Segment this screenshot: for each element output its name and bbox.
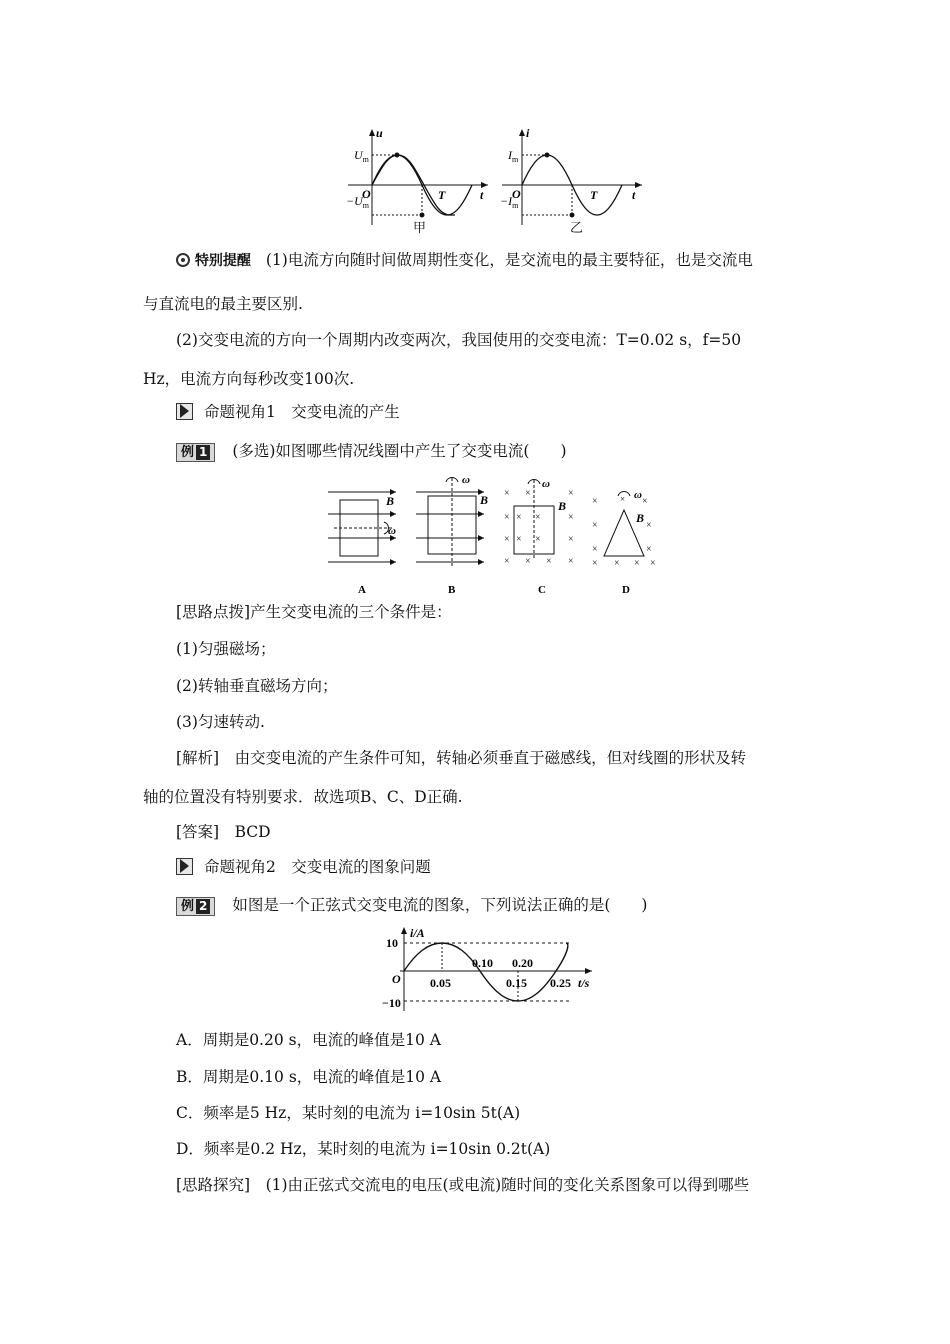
- svg-text:×: ×: [525, 556, 531, 567]
- explore-line: [思路探究] (1)由正弦式交流电的电压(或电流)随时间的变化关系图象可以得到哪些: [176, 1176, 750, 1194]
- play-icon: [176, 403, 193, 420]
- svg-text:×: ×: [535, 534, 541, 545]
- svg-text:ω: ω: [462, 476, 470, 486]
- svg-text:×: ×: [568, 534, 574, 545]
- svg-text:0.05: 0.05: [430, 976, 451, 990]
- svg-text:×: ×: [650, 558, 656, 569]
- svg-text:×: ×: [516, 512, 522, 523]
- svg-text:T: T: [590, 188, 598, 202]
- option-a[interactable]: A．周期是0.20 s，电流的峰值是10 A: [176, 1031, 441, 1049]
- svg-text:×: ×: [504, 556, 510, 567]
- fig-caption-left: 甲: [413, 221, 427, 236]
- condition-1: (1)匀强磁场；: [176, 640, 276, 658]
- example2-graph: [380, 925, 610, 1015]
- svg-text:×: ×: [592, 496, 598, 507]
- svg-text:T: T: [438, 188, 446, 202]
- svg-text:×: ×: [546, 556, 552, 567]
- svg-text:C: C: [538, 584, 546, 596]
- answer-line: [答案] BCD: [176, 823, 271, 841]
- svg-text:ω: ω: [634, 489, 642, 501]
- svg-text:t: t: [632, 188, 636, 202]
- svg-text:×: ×: [568, 488, 574, 499]
- fig-caption-right: 乙: [570, 221, 584, 236]
- svg-text:×: ×: [568, 556, 574, 567]
- play-icon: [176, 858, 193, 875]
- example2-question: 例 2 如图是一个正弦式交变电流的图象，下列说法正确的是( ): [176, 895, 647, 916]
- svg-text:D: D: [622, 584, 630, 596]
- svg-text:×: ×: [504, 512, 510, 523]
- example1-question: 例 1 (多选)如图哪些情况线圈中产生了交变电流( ): [176, 441, 567, 462]
- example-tag: 例 2: [176, 897, 215, 916]
- hint-line: [思路点拨]产生交变电流的三个条件是：: [176, 603, 452, 621]
- svg-text:×: ×: [614, 558, 620, 569]
- svg-text:×: ×: [516, 534, 522, 545]
- example1-figure: [320, 476, 670, 601]
- svg-text:−10: −10: [382, 996, 401, 1010]
- tip-line-4: Hz，电流方向每秒改变100次.: [143, 370, 355, 388]
- svg-text:−Um: $-U_m$: [346, 194, 369, 210]
- svg-text:×: ×: [504, 488, 510, 499]
- svg-text:ω: ω: [388, 525, 396, 537]
- svg-text:A: A: [358, 584, 366, 596]
- svg-text:i/A: i/A: [410, 926, 425, 940]
- svg-text:×: ×: [535, 512, 541, 523]
- svg-text:×: ×: [646, 544, 652, 555]
- svg-text:O: O: [392, 972, 401, 986]
- analysis-line-2: 轴的位置没有特别要求．故选项B、C、D正确.: [143, 788, 463, 806]
- svg-text:B: B: [386, 494, 395, 508]
- svg-text:B: B: [558, 499, 567, 513]
- section2-heading: 命题视角2 交变电流的图象问题: [176, 857, 431, 877]
- svg-text:×: ×: [592, 558, 598, 569]
- option-c[interactable]: C．频率是5 Hz，某时刻的电流为 i=10sin 5t(A): [176, 1104, 521, 1122]
- svg-text:×: ×: [646, 520, 652, 531]
- tip-line-3: (2)交变电流的方向一个周期内改变两次，我国使用的交变电流：T=0.02 s，f=50: [176, 331, 742, 349]
- svg-text:10: 10: [386, 936, 398, 950]
- svg-text:×: ×: [504, 534, 510, 545]
- svg-text:B: B: [636, 511, 645, 525]
- condition-3: (3)匀速转动.: [176, 713, 265, 731]
- svg-text:t: t: [480, 188, 484, 202]
- example-tag: 例 1: [176, 443, 215, 462]
- svg-text:0.15: 0.15: [506, 976, 527, 990]
- svg-text:×: ×: [568, 512, 574, 523]
- svg-text:B: B: [480, 493, 489, 507]
- svg-text:0.10: 0.10: [472, 956, 493, 970]
- svg-text:×: ×: [634, 558, 640, 569]
- svg-text:O: O: [512, 187, 521, 201]
- option-d[interactable]: D．频率是0.2 Hz，某时刻的电流为 i=10sin 0.2t(A): [176, 1140, 551, 1158]
- svg-text:O: O: [362, 187, 371, 201]
- svg-text:t/s: t/s: [578, 976, 590, 990]
- svg-text:0.25: 0.25: [550, 976, 571, 990]
- tip-line-1: 特别提醒 (1)电流方向随时间做周期性变化，是交流电的最主要特征，也是交流电: [176, 250, 753, 271]
- tip-icon: [176, 253, 190, 267]
- tip-line-2: 与直流电的最主要区别.: [143, 295, 303, 313]
- svg-text:0.20: 0.20: [512, 956, 533, 970]
- section1-heading: 命题视角1 交变电流的产生: [176, 402, 400, 422]
- option-b[interactable]: B．周期是0.10 s，电流的峰值是10 A: [176, 1068, 442, 1086]
- svg-text:−Im: $-I_m$: [500, 194, 519, 210]
- svg-text:×: ×: [592, 520, 598, 531]
- svg-text:×: ×: [592, 544, 598, 555]
- svg-text:×: ×: [620, 494, 626, 504]
- condition-2: (2)转轴垂直磁场方向；: [176, 677, 338, 695]
- analysis-line-1: [解析] 由交变电流的产生条件可知，转轴必须垂直于磁感线，但对线圈的形状及转: [176, 749, 747, 767]
- svg-text:B: B: [448, 584, 456, 596]
- svg-text:Um: $U_m$: [354, 148, 369, 164]
- svg-text:×: ×: [642, 496, 648, 507]
- svg-text:×: ×: [525, 488, 531, 499]
- svg-text:Im: $I_m$: [508, 148, 519, 164]
- svg-text:ω: ω: [542, 478, 550, 490]
- tip-title: 特别提醒: [194, 253, 251, 269]
- left-y-axis: u: [376, 126, 383, 140]
- svg-text:i: i: [526, 126, 530, 140]
